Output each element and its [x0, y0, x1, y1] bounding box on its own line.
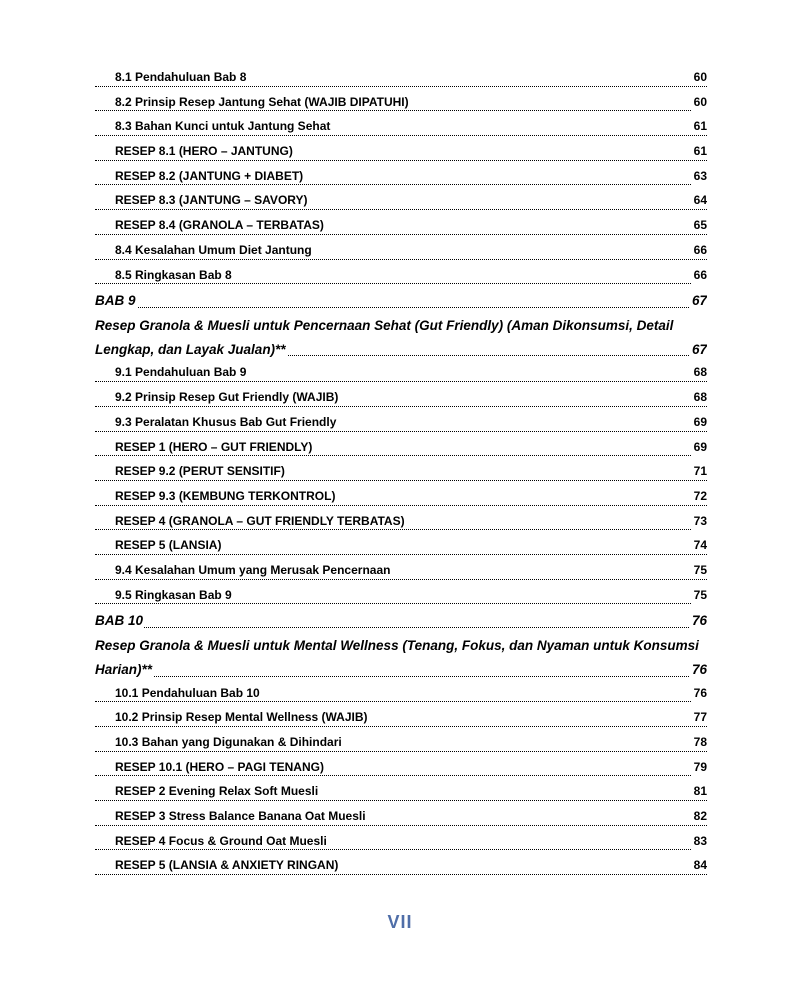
toc-entry-title-line1: Resep Granola & Muesli untuk Pencernaan Sehat (Gut Friendly) (Aman Dikonsumsi, Detail	[95, 317, 674, 333]
dot-leader	[95, 307, 707, 308]
toc-entry-title: RESEP 5 (LANSIA)	[115, 538, 222, 553]
toc-entry-page: 76	[693, 685, 707, 700]
toc-entry[interactable]	[95, 216, 707, 241]
dot-leader	[95, 874, 707, 875]
dot-leader	[95, 160, 707, 161]
toc-entry-title: 8.4 Kesalahan Umum Diet Jantung	[115, 242, 312, 257]
toc-entry[interactable]	[95, 363, 707, 388]
dot-leader	[95, 751, 707, 752]
toc-entry[interactable]	[95, 536, 707, 561]
dot-leader	[95, 480, 707, 481]
toc-entry[interactable]	[95, 586, 707, 611]
toc-entry[interactable]	[95, 733, 707, 758]
dot-leader	[95, 455, 707, 456]
toc-entry-title: BAB 10	[95, 613, 144, 629]
toc-entry[interactable]	[95, 438, 707, 463]
toc-entry-title: RESEP 4 Focus & Ground Oat Muesli	[115, 833, 327, 848]
toc-entry[interactable]	[95, 856, 707, 881]
toc-entry-page: 61	[693, 144, 707, 159]
toc-entry-title-line2: Harian)**	[95, 659, 153, 683]
toc-entry-page: 74	[693, 538, 707, 553]
toc-entry-page: 67	[690, 339, 707, 361]
dot-leader	[95, 529, 707, 530]
dot-leader	[95, 825, 707, 826]
toc-entry-page: 61	[693, 119, 707, 134]
toc-entry[interactable]	[95, 512, 707, 537]
toc-entry-page: 69	[693, 414, 707, 429]
toc-entry[interactable]	[95, 782, 707, 807]
toc-entry[interactable]	[95, 684, 707, 709]
toc-entry-title: RESEP 5 (LANSIA & ANXIETY RINGAN)	[115, 858, 339, 873]
dot-leader	[95, 726, 707, 727]
toc-entry-page: 66	[693, 242, 707, 257]
dot-leader	[95, 800, 707, 801]
toc-entry[interactable]	[95, 413, 707, 438]
toc-entry-title: RESEP 8.2 (JANTUNG + DIABET)	[115, 168, 304, 183]
dot-leader	[95, 209, 707, 210]
dot-leader	[95, 701, 707, 702]
dot-leader	[95, 135, 707, 136]
toc-entry-page: 84	[693, 858, 707, 873]
toc-entry-page: 66	[693, 267, 707, 282]
dot-leader	[95, 110, 707, 111]
dot-leader	[95, 603, 707, 604]
toc-chapter-heading[interactable]	[95, 610, 707, 635]
dot-leader	[95, 234, 707, 235]
dot-leader	[95, 676, 707, 677]
dot-leader	[95, 431, 707, 432]
page-number: VII	[387, 912, 413, 932]
dot-leader	[95, 381, 707, 382]
toc-entry[interactable]	[95, 117, 707, 142]
toc-entry-title: 9.5 Ringkasan Bab 9	[115, 587, 232, 602]
toc-entry[interactable]	[95, 487, 707, 512]
toc-chapter-title[interactable]	[95, 315, 707, 364]
toc-entry[interactable]	[95, 93, 707, 118]
toc-entry-page: 60	[693, 94, 707, 109]
toc-entry-title: RESEP 10.1 (HERO – PAGI TENANG)	[115, 759, 324, 774]
toc-entry-title-line2: Lengkap, dan Layak Jualan)**	[95, 339, 287, 363]
toc-entry-page: 60	[693, 70, 707, 84]
toc-entry[interactable]	[95, 266, 707, 291]
toc-entry[interactable]	[95, 708, 707, 733]
toc-entry-title: RESEP 8.3 (JANTUNG – SAVORY)	[115, 193, 308, 208]
toc-entry-title-line1: Resep Granola & Muesli untuk Mental Wellness (Tenang, Fokus, dan Nyaman untuk Konsumsi	[95, 637, 699, 653]
dot-leader	[95, 283, 707, 284]
toc-chapter-title[interactable]	[95, 635, 707, 684]
toc-entry-title: RESEP 2 Evening Relax Soft Muesli	[115, 784, 319, 799]
toc-entry-title: 10.2 Prinsip Resep Mental Wellness (WAJIB)	[115, 710, 368, 725]
dot-leader	[95, 775, 707, 776]
toc-entry-title: 8.1 Pendahuluan Bab 8	[115, 70, 247, 84]
toc-entry[interactable]	[95, 388, 707, 413]
table-of-contents	[95, 68, 707, 881]
toc-entry[interactable]	[95, 462, 707, 487]
dot-leader	[95, 505, 707, 506]
dot-leader	[95, 849, 707, 850]
toc-entry-page: 64	[693, 193, 707, 208]
toc-entry-page: 79	[693, 759, 707, 774]
toc-entry-page: 76	[690, 659, 707, 681]
toc-entry-title: RESEP 8.1 (HERO – JANTUNG)	[115, 144, 293, 159]
toc-entry[interactable]	[95, 758, 707, 783]
toc-entry-title: 8.3 Bahan Kunci untuk Jantung Sehat	[115, 119, 331, 134]
toc-entry-title: 9.2 Prinsip Resep Gut Friendly (WAJIB)	[115, 390, 339, 405]
toc-entry[interactable]	[95, 142, 707, 167]
toc-entry-page: 72	[693, 488, 707, 503]
toc-entry-title: 9.3 Peralatan Khusus Bab Gut Friendly	[115, 414, 337, 429]
toc-entry-page: 63	[693, 168, 707, 183]
dot-leader	[95, 86, 707, 87]
toc-entry[interactable]	[95, 807, 707, 832]
toc-entry-page: 68	[693, 365, 707, 380]
toc-entry-title: 8.5 Ringkasan Bab 8	[115, 267, 232, 282]
toc-entry-title: 10.1 Pendahuluan Bab 10	[115, 685, 260, 700]
toc-entry[interactable]	[95, 68, 707, 93]
toc-entry-page: 81	[693, 784, 707, 799]
toc-entry-title: 9.1 Pendahuluan Bab 9	[115, 365, 247, 380]
dot-leader	[95, 554, 707, 555]
toc-entry[interactable]	[95, 832, 707, 857]
toc-entry-page: 65	[693, 218, 707, 233]
toc-entry-page: 82	[693, 809, 707, 824]
toc-entry-page: 68	[693, 390, 707, 405]
toc-entry[interactable]	[95, 241, 707, 266]
toc-entry-title: RESEP 9.3 (KEMBUNG TERKONTROL)	[115, 488, 336, 503]
toc-entry[interactable]	[95, 191, 707, 216]
toc-entry-page: 77	[693, 710, 707, 725]
toc-entry[interactable]	[95, 167, 707, 192]
dot-leader	[95, 579, 707, 580]
toc-entry-page: 78	[693, 735, 707, 750]
toc-chapter-heading[interactable]	[95, 290, 707, 315]
toc-entry-page: 71	[693, 464, 707, 479]
toc-entry-title: 10.3 Bahan yang Digunakan & Dihindari	[115, 735, 342, 750]
toc-entry[interactable]	[95, 561, 707, 586]
toc-entry-page: 67	[690, 290, 707, 312]
toc-entry-title: RESEP 4 (GRANOLA – GUT FRIENDLY TERBATAS)	[115, 513, 405, 528]
toc-entry-title: RESEP 3 Stress Balance Banana Oat Muesli	[115, 809, 366, 824]
toc-entry-title: BAB 9	[95, 293, 136, 309]
toc-entry-title: RESEP 9.2 (PERUT SENSITIF)	[115, 464, 285, 479]
dot-leader	[95, 406, 707, 407]
toc-entry-page: 73	[693, 513, 707, 528]
toc-entry-page: 69	[693, 439, 707, 454]
dot-leader	[95, 259, 707, 260]
toc-entry-title: 9.4 Kesalahan Umum yang Merusak Pencernaan	[115, 562, 391, 577]
toc-entry-page: 83	[693, 833, 707, 848]
toc-entry-title: RESEP 1 (HERO – GUT FRIENDLY)	[115, 439, 313, 454]
toc-entry-title: RESEP 8.4 (GRANOLA – TERBATAS)	[115, 218, 324, 233]
dot-leader	[95, 184, 707, 185]
dot-leader	[95, 627, 707, 628]
toc-entry-page: 76	[690, 610, 707, 632]
toc-entry-title: 8.2 Prinsip Resep Jantung Sehat (WAJIB DIPATUHI)	[115, 94, 409, 109]
toc-entry-page: 75	[693, 562, 707, 577]
toc-entry-page: 75	[693, 587, 707, 602]
